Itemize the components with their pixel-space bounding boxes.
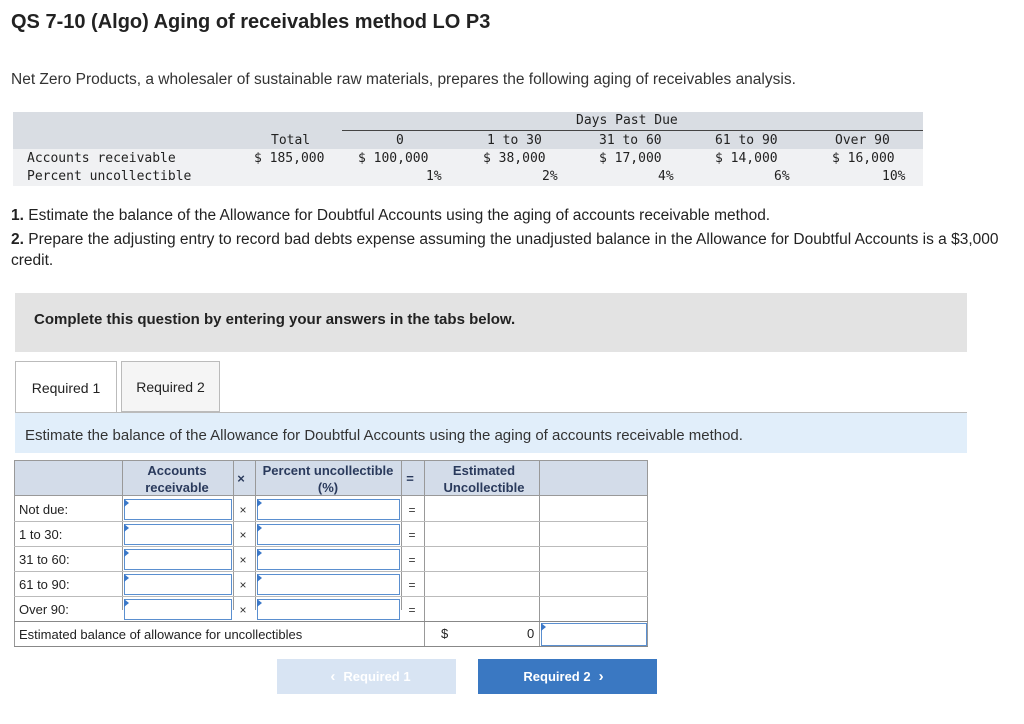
- col-1-30: 1 to 30: [487, 133, 542, 148]
- tab-required-1[interactable]: Required 1: [15, 361, 117, 413]
- col-over-90: Over 90: [835, 133, 890, 148]
- ar-input-1-30[interactable]: [124, 524, 232, 545]
- row-label-over-90: Over 90:: [19, 602, 69, 617]
- page-title: QS 7-10 (Algo) Aging of receivables method LO P3: [11, 11, 491, 33]
- pct-input-not-due[interactable]: [257, 499, 400, 520]
- intro-text: Net Zero Products, a wholesaler of sustainable raw materials, prepares the following aging of receivables analysis.: [11, 71, 796, 88]
- times-sign: ×: [239, 528, 247, 542]
- header-estimated-uncollectible: Estimated Uncollectible: [443, 463, 525, 495]
- total-currency: $: [441, 626, 449, 641]
- pct-over-90: 10%: [882, 169, 906, 184]
- ar-input-61-90[interactable]: [124, 574, 232, 595]
- equals-sign: =: [408, 578, 416, 592]
- days-past-due-header: Days Past Due: [576, 113, 678, 128]
- ar-input-over-90[interactable]: [124, 599, 232, 620]
- total-extra-input[interactable]: [541, 623, 647, 646]
- chevron-left-icon: ‹: [330, 668, 336, 685]
- aging-table: [13, 112, 923, 186]
- equals-sign: =: [408, 603, 416, 617]
- pct-0: 1%: [426, 169, 442, 184]
- equals-sign: =: [408, 553, 416, 567]
- times-sign: ×: [239, 503, 247, 517]
- complete-banner: [15, 293, 967, 352]
- times-sign: ×: [239, 553, 247, 567]
- answer-grid: [14, 460, 648, 647]
- header-equals: =: [406, 471, 414, 486]
- times-sign: ×: [239, 603, 247, 617]
- prev-button[interactable]: [277, 659, 456, 694]
- row-label-1-30: 1 to 30:: [19, 527, 63, 542]
- header-accounts-receivable: Accounts receivable: [145, 463, 209, 495]
- row-label-ar: Accounts receivable: [27, 151, 176, 166]
- question-1: 1. Estimate the balance of the Allowance for Doubtful Accounts using the aging of accounts receivable method.: [11, 207, 771, 224]
- pct-input-61-90[interactable]: [257, 574, 400, 595]
- ar-61-90: $ 14,000: [715, 151, 778, 166]
- ar-input-not-due[interactable]: [124, 499, 232, 520]
- header-times: ×: [237, 471, 245, 486]
- chevron-right-icon: ›: [598, 668, 604, 685]
- row-label-61-90: 61 to 90:: [19, 577, 70, 592]
- ar-total: $ 185,000: [254, 151, 325, 166]
- instruction-banner: [15, 413, 967, 453]
- row-label-pct: Percent uncollectible: [27, 169, 192, 184]
- row-label-not-due: Not due:: [19, 502, 69, 517]
- pct-61-90: 6%: [774, 169, 790, 184]
- col-61-90: 61 to 90: [715, 133, 778, 148]
- next-button-label: Required 2: [523, 669, 591, 684]
- equals-sign: =: [408, 528, 416, 542]
- question-2: 2. Prepare the adjusting entry to record bad debts expense assuming the unadjusted balance in the Allowance for Doubtful Accounts is a $3,000 credit.: [11, 231, 999, 269]
- header-percent-uncollectible: Percent uncollectible (%): [262, 463, 394, 495]
- equals-sign: =: [408, 503, 416, 517]
- row-label-31-60: 31 to 60:: [19, 552, 70, 567]
- col-31-60: 31 to 60: [599, 133, 662, 148]
- instruction-text: Estimate the balance of the Allowance for Doubtful Accounts using the aging of accounts receivable method.: [25, 427, 743, 444]
- pct-input-1-30[interactable]: [257, 524, 400, 545]
- pct-31-60: 4%: [658, 169, 674, 184]
- ar-0: $ 100,000: [358, 151, 429, 166]
- ar-input-31-60[interactable]: [124, 549, 232, 570]
- prev-button-label: Required 1: [343, 669, 411, 684]
- ar-over-90: $ 16,000: [832, 151, 895, 166]
- times-sign: ×: [239, 578, 247, 592]
- col-total: Total: [271, 133, 311, 148]
- pct-1-30: 2%: [542, 169, 558, 184]
- col-0: 0: [396, 133, 404, 148]
- ar-31-60: $ 17,000: [599, 151, 662, 166]
- tab-required-2[interactable]: Required 2: [121, 361, 220, 412]
- pct-input-over-90[interactable]: [257, 599, 400, 620]
- next-button[interactable]: [478, 659, 657, 694]
- total-label: Estimated balance of allowance for uncollectibles: [19, 627, 303, 642]
- total-value: 0: [527, 626, 535, 641]
- ar-1-30: $ 38,000: [483, 151, 546, 166]
- pct-input-31-60[interactable]: [257, 549, 400, 570]
- complete-banner-text: Complete this question by entering your answers in the tabs below.: [34, 311, 516, 328]
